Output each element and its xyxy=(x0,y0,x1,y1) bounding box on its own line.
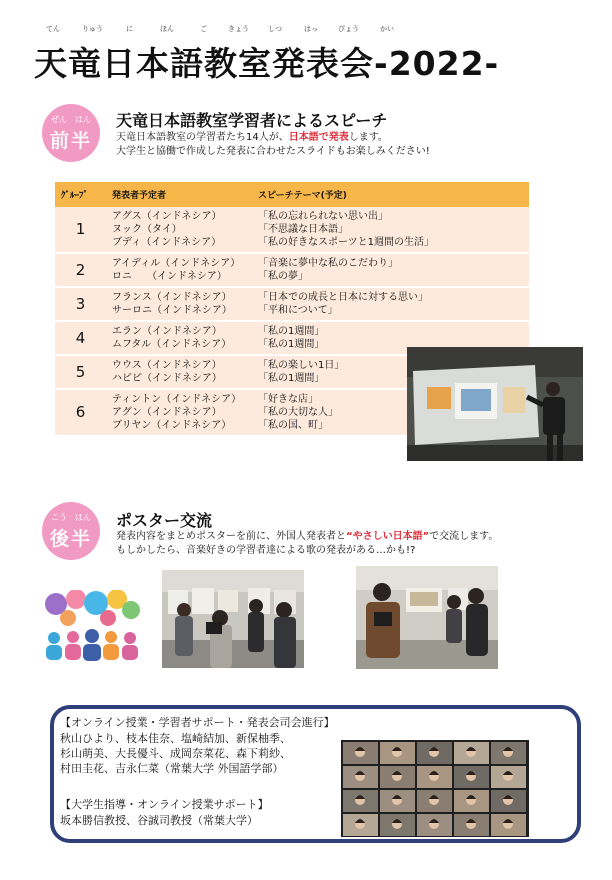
speaker-name: アグン（インドネシア） xyxy=(112,407,222,418)
highlight-text: “やさしい日本語” xyxy=(346,531,430,542)
speakers-cell xyxy=(106,321,252,355)
first-half-badge xyxy=(42,104,100,162)
speech-description: 天竜日本語教室の学習者たち14人が、日本語で発表します。 大学生と協働で作成した発表に合わせたスライドもお楽しみください! xyxy=(116,132,430,157)
speech-theme: 「私の1週間」 xyxy=(258,339,325,350)
furigana: ぴょう xyxy=(338,25,359,33)
badge-ruby: ぜん はん xyxy=(51,115,91,124)
furigana: てん xyxy=(46,25,60,33)
group-number: 1 xyxy=(55,207,106,253)
speaker-name: アイディル（インドネシア） xyxy=(112,258,241,269)
table-row xyxy=(55,253,529,287)
second-half-badge xyxy=(42,502,100,560)
speech-heading: 天竜日本語教室学習者によるスピーチ xyxy=(116,111,388,130)
speaker-name: ティントン（インドネシア） xyxy=(112,394,242,405)
group-number: 4 xyxy=(55,321,106,355)
speaker-name: ウウス（インドネシア） xyxy=(112,360,222,371)
speakers-cell xyxy=(106,389,252,436)
furigana: ほん xyxy=(160,25,174,33)
speech-theme: 「不思議な日本語」 xyxy=(258,224,348,235)
speaker-name: アグス（インドネシア） xyxy=(112,211,222,222)
speakers-cell xyxy=(106,287,252,321)
speech-theme: 「音楽に夢中な私のこだわり」 xyxy=(258,258,398,269)
title-furigana xyxy=(42,24,442,36)
credits-names: 坂本勝信教授、谷誠司教授（常葉大学） xyxy=(60,814,258,827)
speaker-name: サーロニ（インドネシア） xyxy=(112,305,232,316)
poster-description: 発表内容をまとめポスターを前に、外国人発表者と“やさしい日本語”で交流します。 もしかしたら、音楽好きの学習者達による歌の発表がある…かも!? xyxy=(116,531,499,556)
furigana: りゅう xyxy=(82,25,103,33)
page-title: 天竜日本語教室発表会-2022- xyxy=(34,44,500,83)
speaker-name: ハピピ（インドネシア） xyxy=(112,373,222,384)
column-header: スピーチテーマ(予定) xyxy=(252,182,529,207)
credits-heading: 【大学生指導・オンライン授業サポート】 xyxy=(60,798,269,811)
column-header: 発表者予定者 xyxy=(106,182,252,207)
table-row xyxy=(55,207,529,253)
highlight-text: 日本語で発表 xyxy=(288,132,349,143)
group-number: 3 xyxy=(55,287,106,321)
poster-session-photo xyxy=(162,570,304,668)
speech-theme: 「私の好きなスポーツと1週間の生活」 xyxy=(258,237,434,248)
speech-theme: 「私の1週間」 xyxy=(258,373,325,384)
speech-theme: 「平和について」 xyxy=(258,305,338,316)
table-row xyxy=(55,287,529,321)
speech-theme: 「私の忘れられない思い出」 xyxy=(258,211,388,222)
themes-cell xyxy=(252,287,529,321)
speaker-name: ヌック（タイ） xyxy=(112,224,182,235)
credits-names: 秋山ひより、枝本佳奈、塩崎結加、新保柚季、 杉山萌美、大長優斗、成岡奈菜花、森下莉紗、 村田圭花、吉永仁菜（常葉大学 外国語学部） xyxy=(60,732,291,775)
speech-theme: 「好きな店」 xyxy=(258,394,318,405)
speaker-name: フランス（インドネシア） xyxy=(112,292,232,303)
group-number: 6 xyxy=(55,389,106,436)
column-header: ｸﾞﾙｰﾌﾟ xyxy=(55,182,106,207)
speakers-cell xyxy=(106,207,252,253)
poster-heading: ポスター交流 xyxy=(116,511,213,530)
furigana: はっ xyxy=(304,25,318,33)
badge-label: 後半 xyxy=(49,528,92,550)
speaker-name: ムフタル（インドネシア） xyxy=(112,339,232,350)
furigana: きょう xyxy=(228,25,249,33)
online-class-photo xyxy=(341,740,529,837)
speaker-name: ブリヤン（インドネシア） xyxy=(112,420,232,431)
people-group-icon xyxy=(42,590,142,664)
speech-theme: 「私の国、町」 xyxy=(258,420,328,431)
speakers-cell xyxy=(106,355,252,389)
furigana: かい xyxy=(380,25,394,33)
poster-session-photo xyxy=(356,566,498,669)
speech-photo xyxy=(407,347,583,461)
themes-cell xyxy=(252,207,529,253)
speaker-name: ブディ（インドネシア） xyxy=(112,237,222,248)
badge-label: 前半 xyxy=(49,130,92,152)
group-number: 5 xyxy=(55,355,106,389)
speaker-name: ロニ （インドネシア） xyxy=(112,271,227,282)
furigana: しつ xyxy=(268,25,282,33)
speaker-name: エラン（インドネシア） xyxy=(112,326,222,337)
themes-cell xyxy=(252,253,529,287)
badge-ruby: こう はん xyxy=(51,513,91,522)
speech-theme: 「私の楽しい1日」 xyxy=(258,360,345,371)
speech-theme: 「日本での成長と日本に対する思い」 xyxy=(258,292,428,303)
speech-theme: 「私の夢」 xyxy=(258,271,308,282)
speakers-cell xyxy=(106,253,252,287)
credits-heading: 【オンライン授業・学習者サポート・発表会司会進行】 xyxy=(60,716,335,729)
group-number: 2 xyxy=(55,253,106,287)
furigana: ご xyxy=(200,25,207,33)
table-header-row xyxy=(55,182,529,207)
speech-theme: 「私の1週間」 xyxy=(258,326,325,337)
speech-theme: 「私の大切な人」 xyxy=(258,407,338,418)
furigana: に xyxy=(126,25,133,33)
